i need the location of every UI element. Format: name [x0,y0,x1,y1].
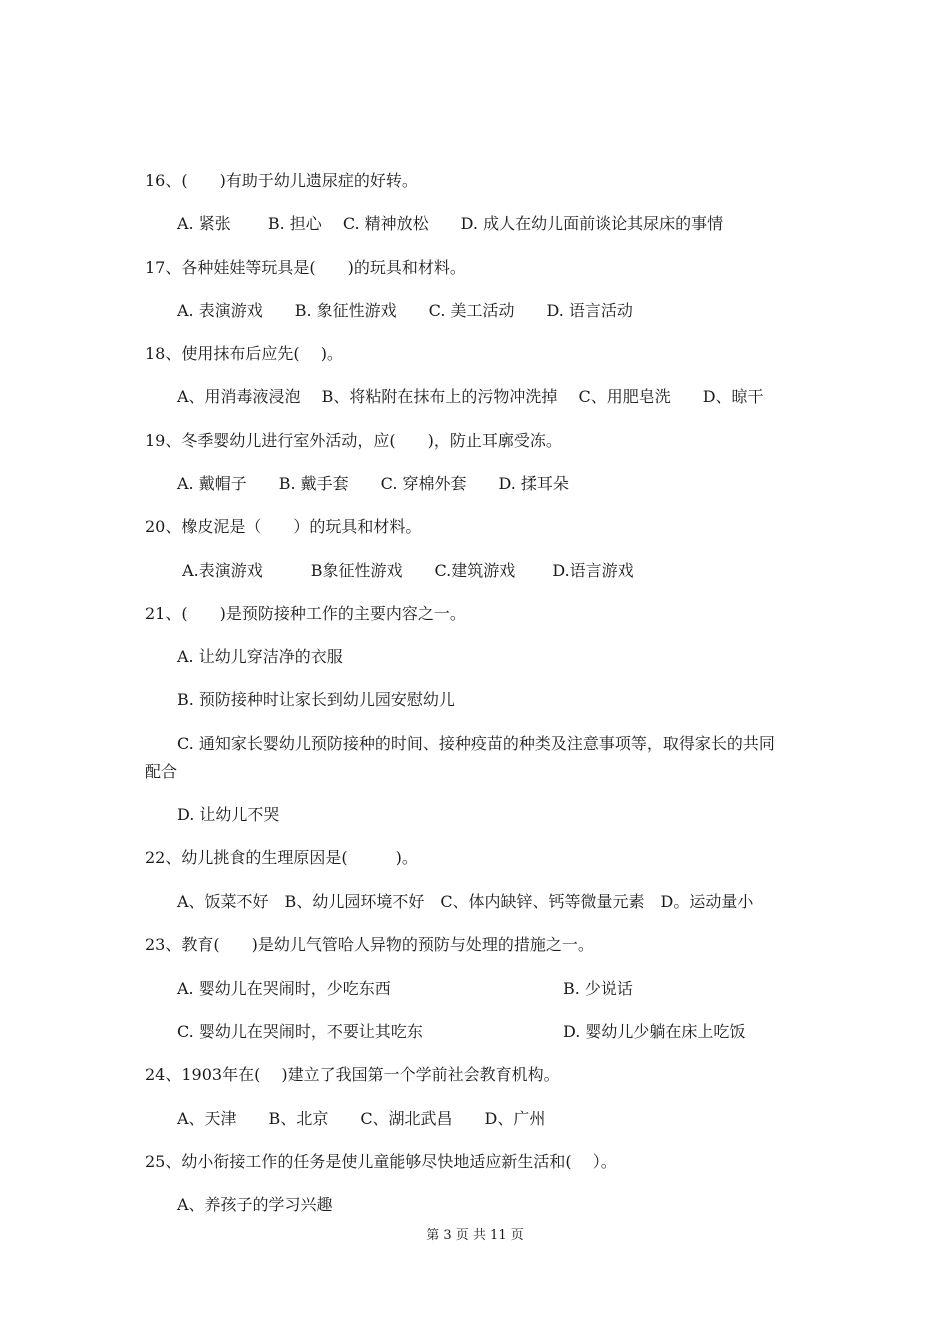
option-b: B. 少说话 [563,979,633,998]
option-d: D. 婴幼儿少躺在床上吃饭 [563,1022,746,1041]
question-stem: 16、( )有助于幼儿遗尿症的好转。 [145,171,418,190]
question-stem: 19、冬季婴幼儿进行室外活动，应( )，防止耳廓受冻。 [145,431,562,450]
question-stem: 23、教育( )是幼儿气管哈人异物的预防与处理的措施之一。 [145,935,594,954]
answer-options: A、养孩子的学习兴趣 [177,1195,333,1214]
option-b: B. 预防接种时让家长到幼儿园安慰幼儿 [177,690,455,709]
question-stem: 24、1903年在( )建立了我国第一个学前社会教育机构。 [145,1065,560,1084]
answer-options: A. 表演游戏 B. 象征性游戏 C. 美工活动 D. 语言活动 [177,301,633,320]
question-stem: 18、使用抹布后应先( )。 [145,344,343,363]
answer-options: A. 戴帽子 B. 戴手套 C. 穿棉外套 D. 揉耳朵 [177,474,569,493]
option-c: C. 婴幼儿在哭闹时，不要让其吃东 [177,1022,423,1041]
answer-options: A.表演游戏 B象征性游戏 C.建筑游戏 D.语言游戏 [177,561,634,580]
option-c: C. 通知家长婴幼儿预防接种的时间、接种疫苗的种类及注意事项等，取得家长的共同 [177,734,775,753]
option-c-continuation: 配合 [145,762,178,781]
option-d: D. 让幼儿不哭 [177,805,280,824]
question-stem: 22、幼儿挑食的生理原因是( )。 [145,848,418,867]
option-a: A. 让幼儿穿洁净的衣服 [177,647,343,666]
answer-options: A、天津 B、北京 C、湖北武昌 D、广州 [177,1109,546,1128]
question-stem: 25、幼小衔接工作的任务是使儿童能够尽快地适应新生活和( ）。 [145,1152,617,1171]
answer-options: A. 紧张 B. 担心 C. 精神放松 D. 成人在幼儿面前谈论其尿床的事情 [177,214,724,233]
option-a: A. 婴幼儿在哭闹时，少吃东西 [177,979,391,998]
question-stem: 17、各种娃娃等玩具是( )的玩具和材料。 [145,258,466,277]
answer-options: A、用消毒液浸泡 B、将粘附在抹布上的污物冲洗掉 C、用肥皂洗 D、晾干 [177,387,764,406]
page-footer: 第 3 页 共 11 页 [426,1228,524,1243]
question-stem: 20、橡皮泥是（ ）的玩具和材料。 [145,517,422,536]
answer-options: A、饭菜不好 B、幼儿园环境不好 C、体内缺锌、钙等微量元素 D。运动量小 [177,892,754,911]
question-stem: 21、( )是预防接种工作的主要内容之一。 [145,604,466,623]
